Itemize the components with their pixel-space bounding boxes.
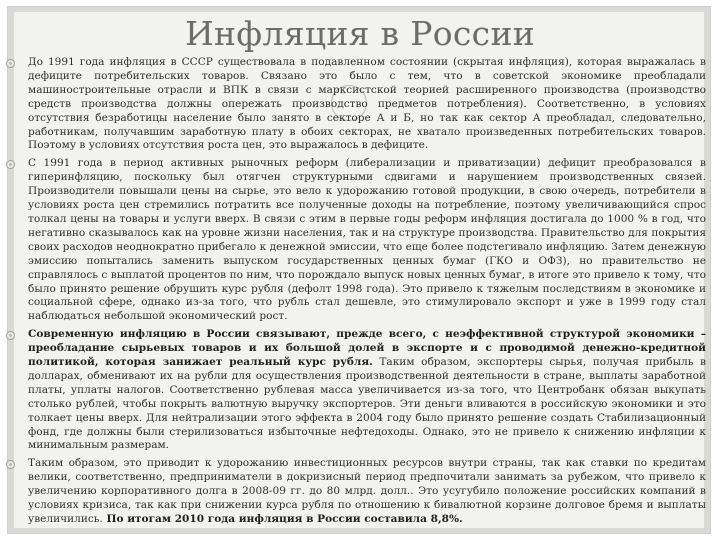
paragraph-1	[6, 56, 706, 153]
bullet-icon	[6, 460, 15, 469]
paragraph-2-text: С 1991 года в период активных рыночных реформ (либерализации и приватизации) дефицит преобразовался в гиперинфляцию, поскольку был отягчен структурными сдвигами и нарушением производственных связей. Производители повышали цены на сырье, это вело к удорожанию готовой продукции, в свою очередь, потребители в условиях роста цен стремились потратить все полученные доходы на потребление, поэтому увеличивающийся спрос толкал цены на товары и услуги вверх. В связи с этим в первые годы реформ инфляция достигала до 1000 % в год, что негативно сказывалось как на уровне жизни населения, так и на структуре производства. Правительство для покрытия своих расходов неоднократно прибегало к денежной эмиссии, что еще более подстегивало инфляцию. Затем денежную эмиссию попытались заменить выпуском государственных ценных бумаг (ГКО и ОФЗ), но правительство не справлялось с выплатой процентов по ним, что порождало выпуск новых ценных бумаг, в итоге это привело к тому, что было принято решение обрушить курс рубля (дефолт 1998 года). Это привело к тяжелым последствиям в экономике и социальной сфере, однако из-за того, что рубль стал дешевле, это стимулировало экспорт и уже в 1999 году стал наблюдаться небольшой экономический рост.	[28, 157, 706, 323]
paragraph-2	[6, 157, 706, 324]
slide-title: Инфляция в России	[184, 14, 536, 53]
paragraph-3-text: Таким образом, экспортеры сырья, получая прибыль в долларах, обменивают их на рубли для осуществления производственной деятельности в стране, выплаты заработной платы, уплаты налогов. Соответственно рублевая масса увеличивается из-за того, что Центробанк обязан выкупать столько рублей, чтобы покрыть валютную выручку экспортеров. Эти деньги вливаются в российскую экономики и это толкает цены вверх. Для нейтрализации этого эффекта в 2004 году было принято решение создать Стабилизационный фонд, где должны были стерилизоваться избыточные нефтедоходы. Однако, это не привело к снижению инфляции к минимальным размерам.	[28, 356, 706, 452]
paragraph-3-bold-text: Современную инфляцию в России связывают, прежде всего, с неэффективной структурой экономики – преобладание сырьевых товаров и их большой долей в экспорте и с проводимой денежно-кредитной политикой, которая занижает реальный курс рубля.	[28, 328, 706, 369]
bullet-icon	[6, 331, 15, 340]
paragraph-4	[6, 457, 706, 527]
paragraph-1-text: До 1991 года инфляция в СССР существовала в подавленном состоянии (скрытая инфляция), которая выражалась в дефиците потребительских товаров. Связано это было с тем, что в советской экономике преобладали машиностроительные отрасли и ВПК в связи с марксистской теорией расширенного производства (производство средств производства должны опережать производство предметов потребления). Соответственно, в условиях отсутствия безработицы население было занято в секторе А и Б, но так как сектор А преобладал, следовательно, работникам, получавшим заработную плату в обоих секторах, не хватало произведенных потребительских товаров. Поэтому в условиях отсутствия роста цен, это выражалось в дефиците.	[28, 56, 706, 152]
bullet-icon	[6, 160, 15, 169]
bullet-icon	[6, 59, 15, 68]
paragraph-3	[6, 328, 706, 453]
paragraph-4-text: Таким образом, это приводит к удорожанию инвестиционных ресурсов внутри страны, так как ставки по кредитам велики, соответственно, предприниматели в докризисный период предпочитали занимать за рубежом, что привело к увеличению корпоративного долга в 2008-09 гг. до 80 млрд. долл.. Это усугубило положение российских компаний в условиях кризиса, так как при снижении курса рубля по отношению к бивалютной корзине долговое бремя и выплаты увеличились.	[28, 457, 706, 525]
paragraph-4-bold-text: По итогам 2010 года инфляция в России составила 8,8%.	[102, 513, 463, 525]
slide-content	[6, 56, 706, 531]
